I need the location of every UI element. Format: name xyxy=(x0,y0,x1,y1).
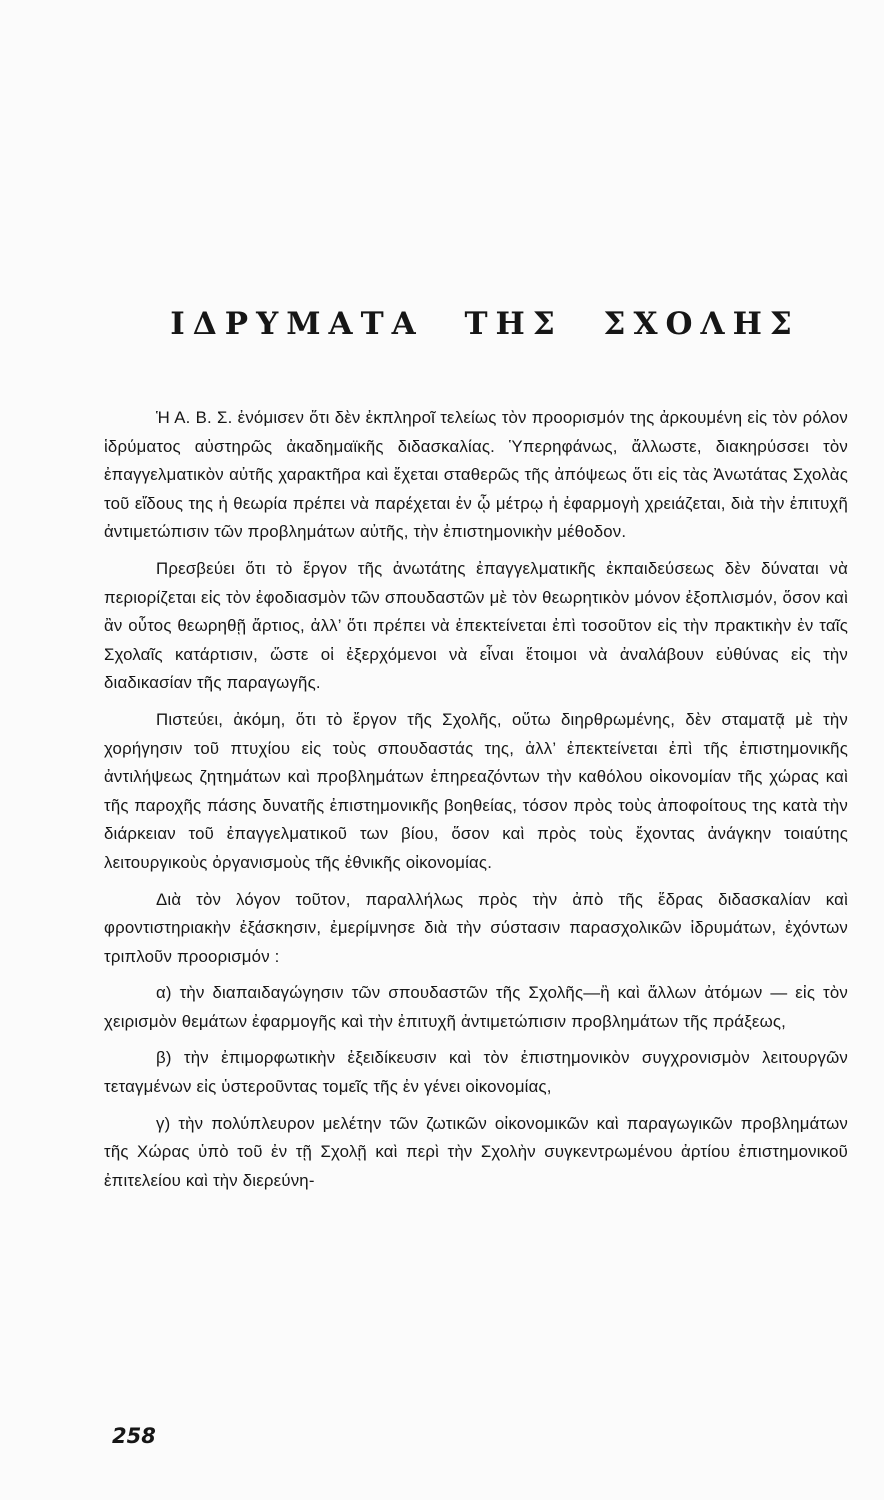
page-title: ΙΔΡΥΜΑΤΑ ΤΗΣ ΣΧΟΛΗΣ xyxy=(170,306,800,342)
body-text xyxy=(104,404,848,1203)
paragraph-intro: Ἡ Α. Β. Σ. ἐνόμισεν ὅτι δὲν ἐκπληροῖ τελείως τὸν προορισμόν της ἀρκουμένη εἰς τὸν ρόλον ἱδρύματος αὐστηρῶς ἀκαδημαϊκῆς διδασκαλίας. Ὑπερηφάνως, ἄλλωστε, διακηρύσσει τὸν ἐπαγγελματικὸν αὐτῆς χαρακτῆρα καὶ ἔχεται σταθερῶς τῆς ἀπόψεως ὅτι εἰς τὰς Ἀνωτάτας Σχολὰς τοῦ εἴδους της ἡ θεωρία πρέπει νὰ παρέχεται ἐν ᾧ μέτρῳ ἡ ἐφαρμογὴ χρειάζεται, διὰ τὴν ἐπιτυχῆ ἀντιμετώπισιν τῶν προβλημάτων αὐτῆς, τὴν ἐπιστημονικὴν μέθοδον. xyxy=(104,408,848,542)
page-number: 258 xyxy=(112,1424,156,1448)
list-item-a: α) τὴν διαπαιδαγώγησιν τῶν σπουδαστῶν τῆς Σχολῆς—ἢ καὶ ἄλλων ἀτόμων — εἰς τὸν χειρισμὸν θεμάτων ἐφαρμογῆς καὶ τὴν ἐπιτυχῆ ἀντιμετώπισιν προβλημάτων τῆς πράξεως, xyxy=(104,983,848,1031)
paragraph-purpose: Διὰ τὸν λόγον τοῦτον, παραλλήλως πρὸς τὴν ἀπὸ τῆς ἕδρας διδασκαλίαν καὶ φροντιστηριακὴν ἐξάσκησιν, ἐμερίμνησε διὰ τὴν σύστασιν παρασχολικῶν ἱδρυμάτων, ἐχόντων τριπλοῦν προορισμόν : xyxy=(104,889,848,966)
list-item-c: γ) τὴν πολύπλευρον μελέτην τῶν ζωτικῶν οἰκονομικῶν καὶ παραγωγικῶν προβλημάτων τῆς Χώρας ὑπὸ τοῦ ἐν τῇ Σχολῇ καὶ περὶ τὴν Σχολὴν συγκεντρωμένου ἀρτίου ἐπιστημονικοῦ ἐπιτελείου καὶ τὴν διερεύνη- xyxy=(104,1113,848,1190)
list-item-b: β) τὴν ἐπιμορφωτικὴν ἐξειδίκευσιν καὶ τὸν ἐπιστημονικὸν συγχρονισμὸν λειτουργῶν τεταγμένων εἰς ὑστεροῦντας τομεῖς τῆς ἐν γένει οἰκονομίας, xyxy=(104,1048,848,1097)
paragraph-education: Πρεσβεύει ὅτι τὸ ἔργον τῆς ἀνωτάτης ἐπαγγελματικῆς ἐκπαιδεύσεως δὲν δύναται νὰ περιορίζεται εἰς τὸν ἐφοδιασμὸν τῶν σπουδαστῶν μὲ τὸν θεωρητικὸν μόνον ἐξοπλισμόν, ὅσον καὶ ἂν οὗτος θεωρηθῇ ἄρτιος, ἀλλ’ ὅτι πρέπει νὰ ἐπεκτείνεται ἐπὶ τοσοῦτον εἰς τὴν πρακτικὴν ἐν ταῖς Σχολαῖς κατάρτισιν, ὥστε οἱ ἐξερχόμενοι νὰ εἶναι ἕτοιμοι νὰ ἀναλάβουν εὐθύνας εἰς τὴν διαδικασίαν τῆς παραγωγῆς. xyxy=(104,558,848,693)
paragraph-school-work: Πιστεύει, ἀκόμη, ὅτι τὸ ἔργον τῆς Σχολῆς, οὕτω διηρθρωμένης, δὲν σταματᾷ μὲ τὴν χορήγησιν τοῦ πτυχίου εἰς τοὺς σπουδαστάς της, ἀλλ’ ἐπεκτείνεται ἐπὶ τῆς ἐπιστημονικῆς ἀντιλήψεως ζητημάτων καὶ προβλημάτων ἐπηρεαζόντων τὴν καθόλου οἰκονομίαν τῆς χώρας καὶ τῆς παροχῆς πάσης δυνατῆς ἐπιστημονικῆς βοηθείας, τόσον πρὸς τοὺς ἀποφοίτους της κατὰ τὴν διάρκειαν τοῦ ἐπαγγελματικοῦ των βίου, ὅσον καὶ πρὸς τοὺς ἔχοντας ἀνάγκην τοιαύτης λειτουργικοὺς ὀργανισμοὺς τῆς ἐθνικῆς οἰκονομίας. xyxy=(104,709,848,872)
